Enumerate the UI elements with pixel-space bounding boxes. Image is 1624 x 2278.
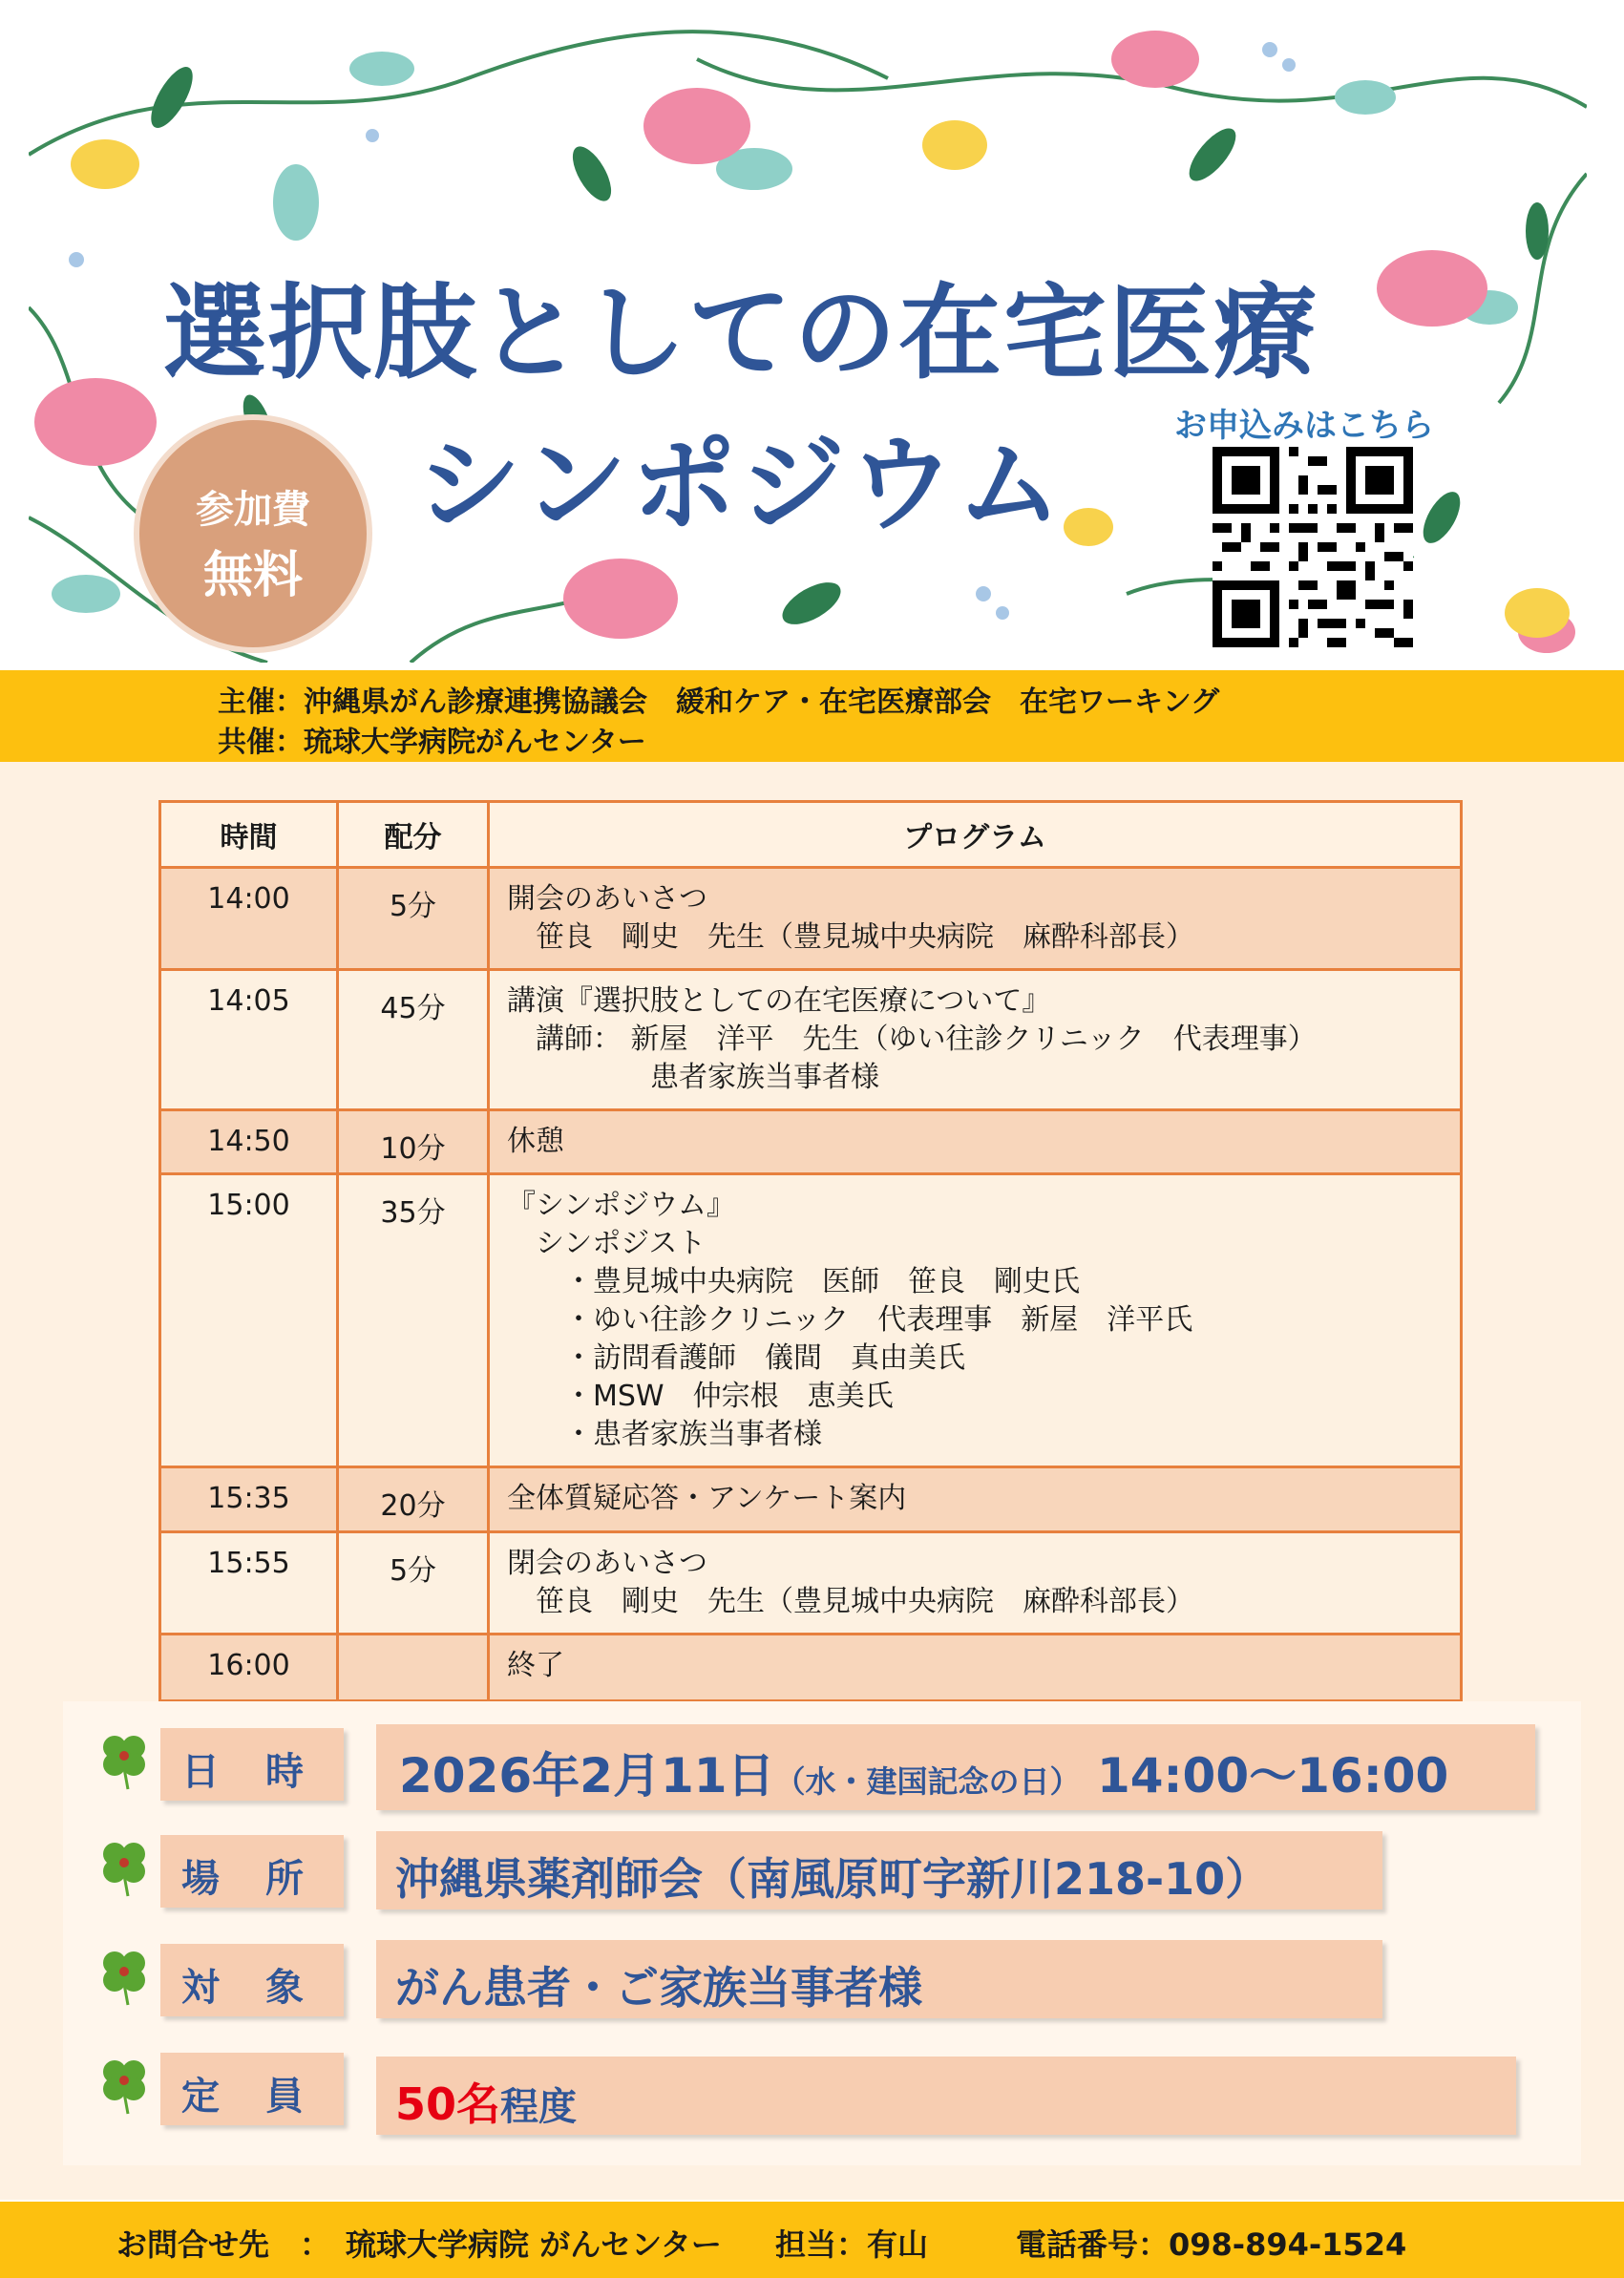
program-header-row: [160, 802, 1462, 868]
program-line: 患者家族当事者様: [507, 1061, 879, 1094]
program-content: [489, 1532, 1462, 1635]
program-duration: 45分: [338, 970, 489, 1110]
header-banner: [29, 21, 1587, 663]
program-line: 終了: [507, 1649, 564, 1682]
cohost-organizer: 共催：琉球大学病院がんセンター: [218, 726, 646, 759]
program-row: [160, 1467, 1462, 1532]
program-line: 講師： 新屋 洋平 先生（ゆい往診クリニック 代表理事）: [507, 1023, 1317, 1056]
clover-icon: [97, 1730, 151, 1791]
datetime-label: 日 時: [160, 1728, 344, 1801]
capacity-number: 50名: [395, 2078, 501, 2130]
program-time: 14:00: [160, 868, 338, 970]
program-time: 15:35: [160, 1467, 338, 1532]
target-label: 対 象: [160, 1944, 344, 2016]
program-time: 15:55: [160, 1532, 338, 1635]
host-organizer: 主催：沖縄県がん診療連携協議会 緩和ケア・在宅医療部会 在宅ワーキング: [218, 686, 1220, 719]
organizers-band: [0, 670, 1624, 762]
program-row: [160, 970, 1462, 1110]
title-line-1: 選択肢としての在宅医療: [162, 274, 1318, 393]
program-duration: 5分: [338, 868, 489, 970]
event-date: 2026年2月11日: [399, 1748, 775, 1803]
capacity-label: 定 員: [160, 2053, 344, 2125]
contact-phone: 電話番号：098-894-1524: [1016, 2226, 1407, 2263]
program-line: ・豊見城中央病院 医師 笹良 剛史氏: [507, 1265, 1080, 1298]
program-line: 全体質疑応答・アンケート案内: [507, 1482, 907, 1515]
clover-icon: [97, 1837, 151, 1898]
title-line-2: シンポジウム: [415, 424, 1066, 546]
event-date-note: （水・建国記念の日）: [774, 1763, 1081, 1800]
free-admission-badge: [134, 414, 372, 653]
program-content: [489, 1174, 1462, 1467]
contact-person: 担当：有山: [775, 2226, 929, 2263]
program-content: [489, 1467, 1462, 1532]
program-line: 笹良 剛史 先生（豊見城中央病院 麻酔科部長）: [507, 1585, 1194, 1618]
event-time: 14:00～16:00: [1096, 1748, 1449, 1803]
program-line: 笹良 剛史 先生（豊見城中央病院 麻酔科部長）: [507, 920, 1194, 954]
contact-info: お問合せ先 ： 琉球大学病院 がんセンター: [116, 2226, 722, 2263]
fee-label: 参加費: [196, 488, 310, 532]
program-time: 14:50: [160, 1110, 338, 1174]
program-duration: [338, 1635, 489, 1701]
clover-icon: [97, 2055, 151, 2116]
program-table: [158, 800, 1463, 1702]
program-line: 開会のあいさつ: [507, 882, 707, 916]
contact-footer: [0, 2202, 1624, 2278]
place-label: 場 所: [160, 1835, 344, 1908]
program-content: [489, 868, 1462, 970]
program-duration: 35分: [338, 1174, 489, 1467]
target-value: がん患者・ご家族当事者様: [376, 1940, 1382, 2018]
program-content: [489, 1110, 1462, 1174]
program-row: [160, 1532, 1462, 1635]
apply-label: お申込みはこちら: [1174, 407, 1434, 445]
program-line: 閉会のあいさつ: [507, 1547, 707, 1580]
place-value: 沖縄県薬剤師会（南風原町字新川218-10）: [376, 1831, 1382, 1909]
program-line: 『シンポジウム』: [507, 1189, 735, 1222]
program-line: ・患者家族当事者様: [507, 1418, 822, 1451]
fee-value: 無料: [202, 547, 303, 604]
program-line: ・MSW 仲宗根 恵美氏: [507, 1380, 894, 1413]
program-line: 講演『選択肢としての在宅医療について』: [507, 984, 1051, 1018]
program-time: 14:05: [160, 970, 338, 1110]
program-line: シンポジスト: [507, 1227, 707, 1260]
header-program: プログラム: [489, 802, 1462, 868]
program-line: ・訪問看護師 儀間 真由美氏: [507, 1341, 965, 1375]
program-content: [489, 1635, 1462, 1701]
capacity-suffix: 程度: [500, 2085, 578, 2129]
header-time: 時間: [160, 802, 338, 868]
datetime-value: [376, 1724, 1535, 1810]
program-line: ・ゆい往診クリニック 代表理事 新屋 洋平氏: [507, 1303, 1193, 1337]
program-row: [160, 1110, 1462, 1174]
program-row: [160, 868, 1462, 970]
program-duration: 20分: [338, 1467, 489, 1532]
qr-code-icon[interactable]: [1213, 447, 1413, 647]
program-duration: 5分: [338, 1532, 489, 1635]
program-content: [489, 970, 1462, 1110]
program-time: 16:00: [160, 1635, 338, 1701]
program-line: 休憩: [507, 1125, 564, 1158]
program-time: 15:00: [160, 1174, 338, 1467]
program-duration: 10分: [338, 1110, 489, 1174]
clover-icon: [97, 1946, 151, 2007]
program-row: [160, 1174, 1462, 1467]
program-row: [160, 1635, 1462, 1701]
header-duration: 配分: [338, 802, 489, 868]
capacity-value: [376, 2057, 1516, 2135]
